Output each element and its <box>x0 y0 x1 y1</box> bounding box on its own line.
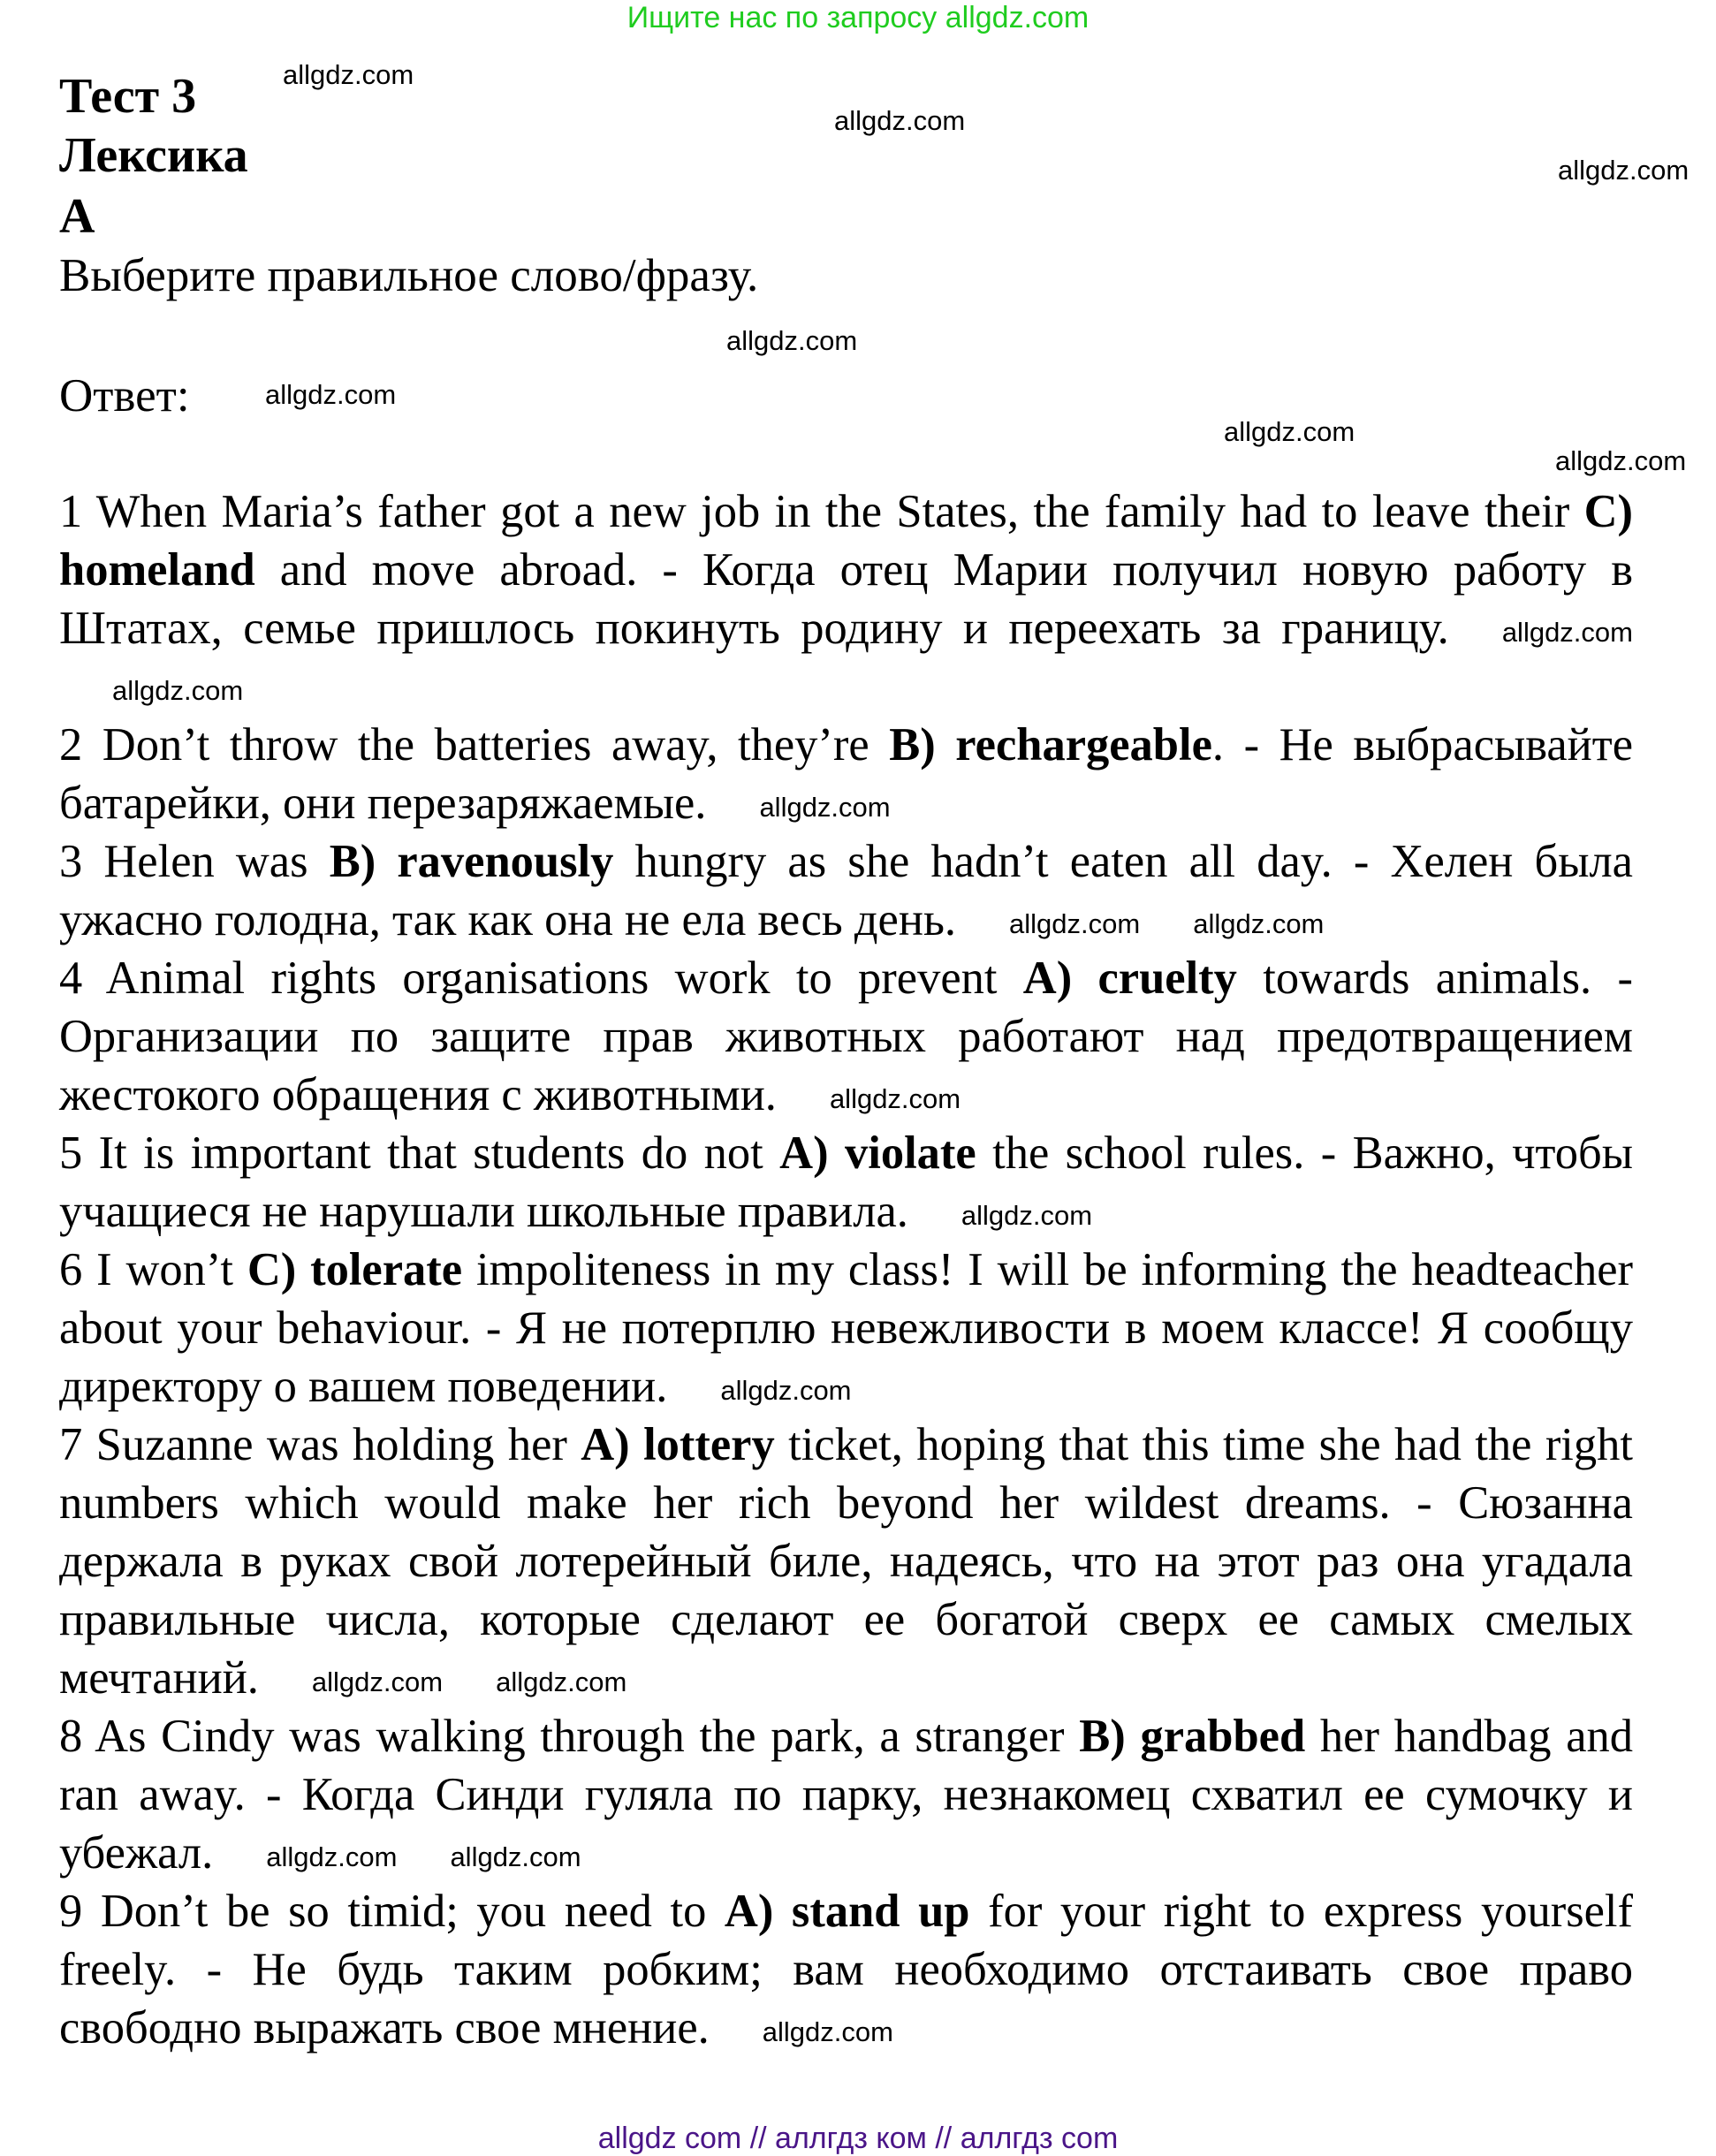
answer-choice: A) violate <box>779 1127 976 1179</box>
search-banner: Ищите нас по запросу allgdz.com <box>626 1 1090 34</box>
instruction: Выберите правильное слово/фразу. <box>59 250 759 301</box>
watermark: allgdz.com <box>283 59 414 90</box>
answer-item-4: 4 Animal rights organisations work to prevent A) cruelty towards animals. - Организации по защите прав животных работают над предотвращением жестокого обращения с животными. allgdz.com <box>59 953 1633 1120</box>
watermark: allgdz.com <box>450 1841 581 1872</box>
answer-item-1: 1 When Maria’s father got a new job in the States, the family had to leave their C) homeland and move abroad. - Когда отец Марии получил новую работу в Штатах, семье пришлось покинуть родину и переехать за границу. allgdz.comallgdz.com <box>59 486 1633 706</box>
watermark: allgdz.com <box>726 325 858 356</box>
watermark: allgdz.com <box>496 1666 627 1697</box>
answer-choice: C) tolerate <box>247 1244 463 1295</box>
answer-item-3: 3 Helen was B) ravenously hungry as she hadn’t eaten all day. - Хелен была ужасно голодна, так как она не ела весь день. allgdz.com allgdz.com <box>59 836 1633 945</box>
answer-item-5: 5 It is important that students do not A) violate the school rules. - Важно, чтобы учащиеся не нарушали школьные правила. allgdz.com <box>59 1127 1633 1237</box>
answer-item-9: 9 Don’t be so timid; you need to A) stand up for your right to express yourself freely. - Не будь таким робким; вам необходимо отстаивать свое право свободно выражать свое мнение. allgdz.com <box>59 1886 1633 2054</box>
answer-item-2: 2 Don’t throw the batteries away, they’re B) rechargeable. - Не выбрасывайте батарейки, они перезаряжаемые. allgdz.com <box>59 719 1634 829</box>
watermark: allgdz.com <box>1558 155 1689 186</box>
watermark: allgdz.com <box>762 2016 893 2047</box>
watermark: allgdz.com <box>1193 907 1325 939</box>
answer-choice: B) grabbed <box>1079 1711 1306 1762</box>
answer-choice: B) ravenously <box>329 836 614 887</box>
watermark: allgdz.com <box>720 1374 852 1406</box>
watermark: allgdz.com <box>829 1082 961 1114</box>
test-title: Тест 3 <box>59 69 197 124</box>
part-label: A <box>59 189 95 244</box>
watermark: allgdz.com <box>311 1666 444 1697</box>
answer-item-6: 6 I won’t C) tolerate impoliteness in my class! I will be informing the headteacher about your behaviour. - Я не потерплю невежливости в моем классе! Я сообщу директору о вашем поведении. allgdz.com <box>59 1244 1633 1412</box>
watermark: allgdz.com <box>265 379 397 410</box>
answer-choice: C) homeland <box>59 486 1633 596</box>
answer-choice: B) rechargeable <box>889 719 1212 771</box>
answer-item-7: 7 Suzanne was holding her A) lottery ticket, hoping that this time she had the right numbers which would make her rich beyond her wildest dreams. - Сюзанна держала в руках свой лотерейный биле, надеясь, что на этот раз она угадала правильные числа, которые сделают ее богатой сверх ее самых смелых мечтаний. allgdz.com allgdz.com <box>59 1419 1633 1704</box>
watermark: allgdz.com <box>266 1841 398 1872</box>
watermark: allgdz.com <box>759 791 891 823</box>
answer-choice: A) lottery <box>581 1419 775 1470</box>
answer-choice: A) cruelty <box>1022 953 1237 1004</box>
watermark: allgdz.com <box>834 105 966 136</box>
watermark: allgdz.com <box>961 1199 1093 1231</box>
footer-banner: allgdz com // аллгдз ком // аллгдз com <box>597 2122 1119 2155</box>
section-title: Лексика <box>59 128 248 183</box>
answer-label: Ответ: <box>59 370 190 421</box>
watermark: allgdz.com <box>112 674 244 706</box>
watermark: allgdz.com <box>1555 445 1687 476</box>
answer-item-8: 8 As Cindy was walking through the park, a stranger B) grabbed her handbag and ran away. - Когда Синди гуляла по парку, незнакомец схватил ее сумочку и убежал. allgdz.com allgdz.com <box>59 1711 1634 1879</box>
answer-choice: A) stand up <box>724 1886 970 1937</box>
watermark: allgdz.com <box>1501 616 1633 648</box>
watermark: allgdz.com <box>1009 907 1141 939</box>
watermark: allgdz.com <box>1224 416 1355 447</box>
answers-list <box>59 482 1633 2057</box>
